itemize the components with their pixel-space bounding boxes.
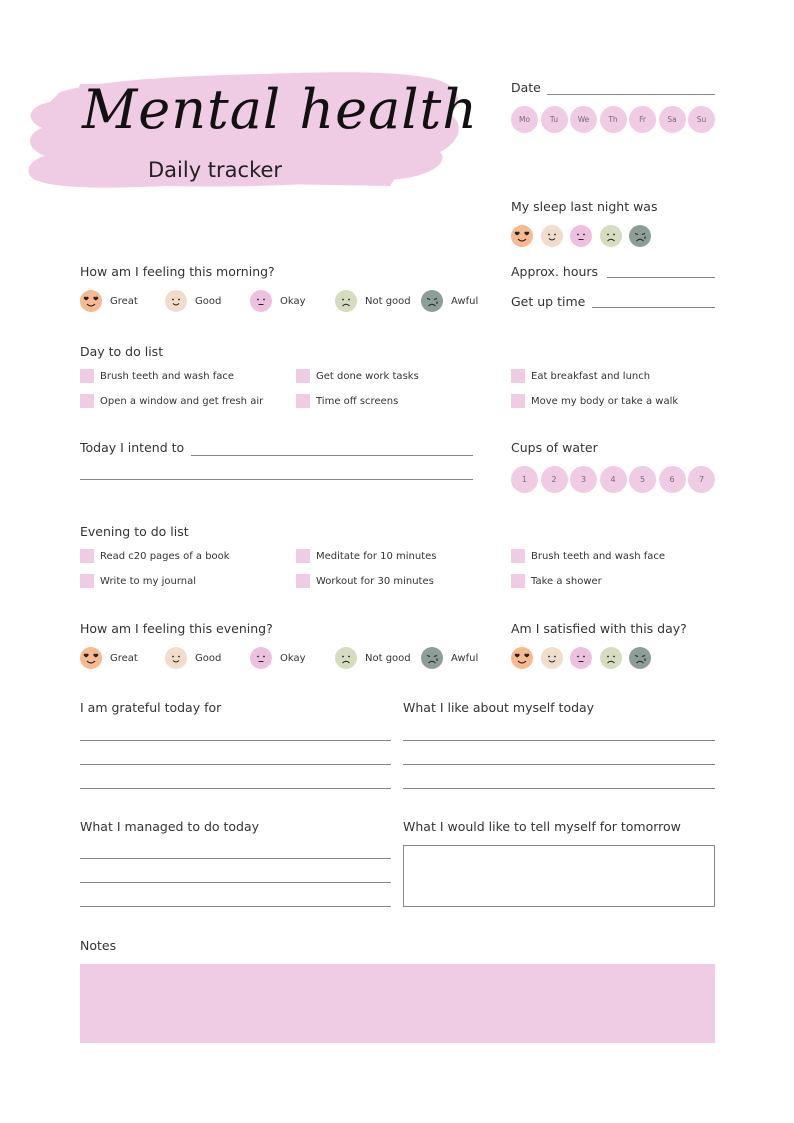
- mood-label: Great: [110, 295, 138, 307]
- crying-face-icon[interactable]: [629, 225, 651, 247]
- managed-line-3[interactable]: [80, 906, 391, 907]
- sleep-label: My sleep last night was: [511, 199, 658, 214]
- water-cup-5[interactable]: 5: [629, 466, 656, 493]
- sad-face-icon[interactable]: [600, 647, 622, 669]
- intend-label: Today I intend to: [80, 440, 185, 455]
- evening-todo-item[interactable]: [80, 549, 230, 563]
- evening-mood-option[interactable]: [421, 647, 478, 669]
- notes-label: Notes: [80, 938, 117, 953]
- hours-label: Approx. hours: [511, 264, 599, 279]
- neutral-face-icon: [250, 290, 272, 312]
- sad-face-icon: [335, 647, 357, 669]
- checkbox[interactable]: [511, 574, 525, 588]
- checkbox[interactable]: [511, 369, 525, 383]
- grateful-line-2[interactable]: [80, 764, 391, 765]
- heart-eyes-face-icon[interactable]: [511, 225, 533, 247]
- morning-mood-option[interactable]: [165, 290, 221, 312]
- todo-label: Write to my journal: [100, 575, 197, 587]
- mood-label: Awful: [451, 295, 479, 307]
- heart-eyes-face-icon[interactable]: [511, 647, 533, 669]
- sad-face-icon: [335, 290, 357, 312]
- getup-label: Get up time: [511, 294, 586, 309]
- evening-todo-item[interactable]: [511, 574, 602, 588]
- like-myself-label: What I like about myself today: [403, 700, 595, 715]
- morning-mood-option[interactable]: [250, 290, 306, 312]
- todo-label: Take a shower: [531, 575, 602, 587]
- neutral-face-icon[interactable]: [570, 647, 592, 669]
- morning-mood-option[interactable]: [335, 290, 411, 312]
- neutral-face-icon: [250, 647, 272, 669]
- crying-face-icon: [421, 290, 443, 312]
- todo-label: Move my body or take a walk: [531, 395, 679, 407]
- intend-line-2[interactable]: [80, 479, 473, 480]
- mood-label: Not good: [365, 295, 411, 307]
- todo-label: Brush teeth and wash face: [531, 550, 666, 562]
- day-todo-item[interactable]: [511, 369, 650, 383]
- managed-line-2[interactable]: [80, 882, 391, 883]
- water-cup-3[interactable]: 3: [570, 466, 597, 493]
- subtitle: Daily tracker: [148, 158, 283, 182]
- tell-tomorrow-box[interactable]: [403, 845, 715, 907]
- mood-label: Okay: [280, 652, 306, 664]
- title-script: Mental health: [82, 78, 479, 141]
- heart-eyes-face-icon: [80, 290, 102, 312]
- grateful-line-3[interactable]: [80, 788, 391, 789]
- evening-todo-item[interactable]: [296, 574, 434, 588]
- water-cup-6[interactable]: 6: [659, 466, 686, 493]
- checkbox[interactable]: [511, 549, 525, 563]
- like-line-2[interactable]: [403, 764, 715, 765]
- hours-field[interactable]: [607, 277, 715, 278]
- mood-label: Great: [110, 652, 138, 664]
- checkbox[interactable]: [511, 394, 525, 408]
- water-cup-1[interactable]: 1: [511, 466, 538, 493]
- tell-tomorrow-label: What I would like to tell myself for tomorrow: [403, 819, 681, 834]
- like-line-1[interactable]: [403, 740, 715, 741]
- crying-face-icon: [421, 647, 443, 669]
- evening-mood-option[interactable]: [335, 647, 411, 669]
- day-todo-item[interactable]: [80, 369, 234, 383]
- date-label: Date: [511, 80, 541, 95]
- water-label: Cups of water: [511, 440, 598, 455]
- evening-mood-option[interactable]: [250, 647, 306, 669]
- evening-label: How am I feeling this evening?: [80, 621, 273, 636]
- checkbox[interactable]: [80, 394, 94, 408]
- water-cup-4[interactable]: 4: [600, 466, 627, 493]
- neutral-face-icon[interactable]: [570, 225, 592, 247]
- checkbox[interactable]: [296, 549, 310, 563]
- smiling-face-icon[interactable]: [541, 647, 563, 669]
- weekday-mo[interactable]: Mo: [511, 106, 538, 133]
- sad-face-icon[interactable]: [600, 225, 622, 247]
- todo-label: Eat breakfast and lunch: [531, 370, 651, 382]
- morning-label: How am I feeling this morning?: [80, 264, 275, 279]
- managed-line-1[interactable]: [80, 858, 391, 859]
- grateful-label: I am grateful today for: [80, 700, 222, 715]
- todo-label: Read c20 pages of a book: [100, 550, 230, 562]
- checkbox[interactable]: [80, 369, 94, 383]
- evening-todo-item[interactable]: [511, 549, 665, 563]
- todo-label: Get done work tasks: [316, 370, 419, 382]
- mood-label: Good: [195, 295, 222, 307]
- satisfied-label: Am I satisfied with this day?: [511, 621, 687, 636]
- day-todo-item[interactable]: [296, 394, 398, 408]
- day-todo-item[interactable]: [511, 394, 678, 408]
- smiling-face-icon: [165, 290, 187, 312]
- day-todo-item[interactable]: [296, 369, 419, 383]
- weekday-sa[interactable]: Sa: [659, 106, 686, 133]
- smiling-face-icon: [165, 647, 187, 669]
- mood-label: Not good: [365, 652, 411, 664]
- heart-eyes-face-icon: [80, 647, 102, 669]
- weekday-su[interactable]: Su: [688, 106, 715, 133]
- weekday-tu[interactable]: Tu: [541, 106, 568, 133]
- mood-label: Good: [195, 652, 222, 664]
- evening-todo-item[interactable]: [80, 574, 196, 588]
- weekday-we[interactable]: We: [570, 106, 597, 133]
- getup-field[interactable]: [592, 307, 715, 308]
- weekday-th[interactable]: Th: [600, 106, 627, 133]
- grateful-line-1[interactable]: [80, 740, 391, 741]
- todo-label: Open a window and get fresh air: [100, 395, 264, 407]
- morning-mood-option[interactable]: [80, 290, 138, 312]
- like-line-3[interactable]: [403, 788, 715, 789]
- todo-label: Brush teeth and wash face: [100, 370, 235, 382]
- todo-label: Time off screens: [316, 395, 399, 407]
- evening-mood-option[interactable]: [165, 647, 221, 669]
- evening-todo-label: Evening to do list: [80, 524, 189, 539]
- evening-mood-option[interactable]: [80, 647, 138, 669]
- managed-label: What I managed to do today: [80, 819, 260, 834]
- checkbox[interactable]: [80, 574, 94, 588]
- water-cup-2[interactable]: 2: [541, 466, 568, 493]
- weekday-fr[interactable]: Fr: [629, 106, 656, 133]
- checkbox[interactable]: [80, 549, 94, 563]
- todo-label: Meditate for 10 minutes: [316, 550, 437, 562]
- checkbox[interactable]: [296, 369, 310, 383]
- intend-line-1[interactable]: [191, 455, 473, 456]
- date-field[interactable]: [547, 94, 715, 95]
- evening-todo-item[interactable]: [296, 549, 437, 563]
- morning-mood-option[interactable]: [421, 290, 478, 312]
- checkbox[interactable]: [296, 574, 310, 588]
- todo-label: Workout for 30 minutes: [316, 575, 434, 587]
- checkbox[interactable]: [296, 394, 310, 408]
- notes-area[interactable]: [80, 964, 715, 1043]
- day-todo-label: Day to do list: [80, 344, 164, 359]
- smiling-face-icon[interactable]: [541, 225, 563, 247]
- mood-label: Awful: [451, 652, 479, 664]
- water-cup-7[interactable]: 7: [688, 466, 715, 493]
- mood-label: Okay: [280, 295, 306, 307]
- day-todo-item[interactable]: [80, 394, 263, 408]
- crying-face-icon[interactable]: [629, 647, 651, 669]
